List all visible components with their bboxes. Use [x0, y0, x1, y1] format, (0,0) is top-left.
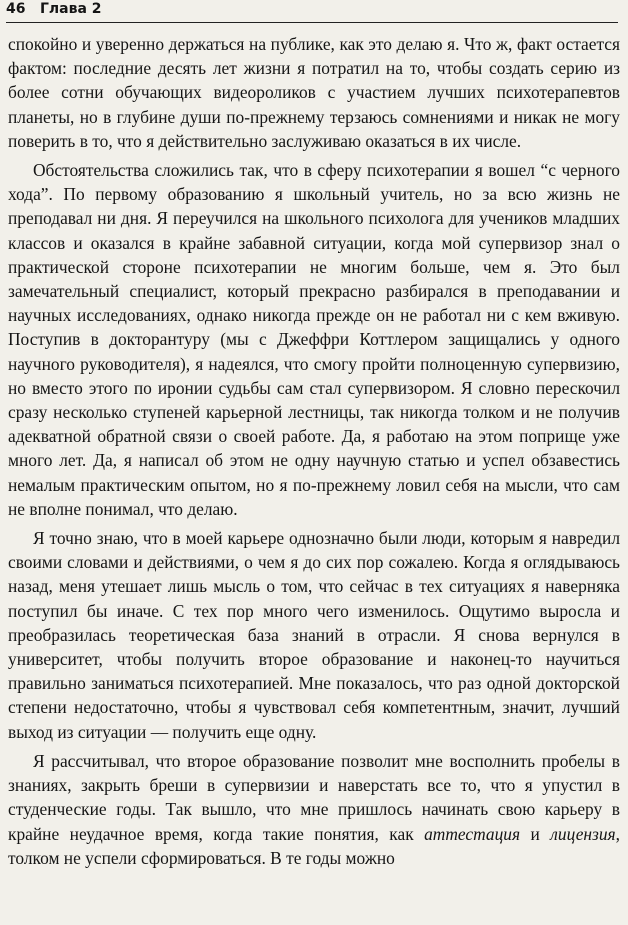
page-number: 46: [6, 1, 26, 17]
running-header: [6, 0, 618, 23]
paragraph-4-text-after: , толком не успели сформироваться. В те годы можно: [8, 823, 620, 868]
term-attestation: аттестация: [424, 823, 521, 844]
term-license: лицензия: [550, 823, 616, 844]
paragraph-2: Обстоятельства сложились так, что в сферу психотерапии я вошел “с черного хода”. По первому образованию я школьный учитель, но за всю жизнь не преподавал ни дня. Я переучился на школьного психолога для учеников младших классов и оказался в крайне забавной ситуации, когда мой супервизор знал о практической стороне психотерапии не многим больше, чем я. Это был замечательный специалист, который прекрасно разбирался в преподавании и научных исследованиях, однако никогда прежде он не работал ни с кем вживую. Поступив в докторантуру (мы с Джеффри Коттлером защищались у одного научного руководителя), я надеялся, что смогу пройти полноценную супервизию, но вместо этого по иронии судьбы сам стал супервизором. Я словно перескочил сразу несколько ступеней карьерной лестницы, так никогда толком и не получив адекватной обратной связи о своей работе. Да, я работаю на этом поприще уже много лет. Да, я написал об этом не одну научную статью и успел обзавестись немалым практическим опытом, но я по-прежнему ловил себя на мысли, что сам не вполне понимал, что делаю.: [8, 160, 620, 519]
paragraph-4-text-before: Я рассчитывал, что второе образование позволит мне восполнить пробелы в знаниях, закрыть бреши в супервизии и наверстать все то, что я упустил в студенческие годы. Так вышло, что мне пришлось начинать свою карьеру в крайне неудачное время, когда такие понятия, как: [8, 750, 620, 844]
paragraph-1: спокойно и уверенно держаться на публике, как это делаю я. Что ж, факт остается фактом: последние десять лет жизни я потратил на то, чтобы создать серию из более сотни обучающих видеороликов с участием лучших психотерапевтов планеты, но в глубине души по-прежнему терзаюсь сомнениями и никак не могу поверить в то, что я действительно заслуживаю оказаться в их числе.: [8, 34, 620, 151]
paragraph-4-text-mid: и: [520, 823, 551, 844]
paragraph-3: Я точно знаю, что в моей карьере однозначно были люди, которым я навредил своими словами и действиями, о чем я до сих пор сожалею. Когда я оглядываюсь назад, меня утешает лишь мысль о том, что сейчас в тех ситуациях я наверняка поступил бы иначе. С тех пор много чего изменилось. Ощутимо выросла и преобразилась теоретическая база знаний в отрасли. Я снова вернулся в университет, чтобы получить второе образование и наконец-то научиться правильно заниматься психотерапией. Мне показалось, что раз одной докторской степени недостаточно, чтобы я чувствовал себя компетентным, значит, лучший выход из ситуации — получить еще одну.: [8, 528, 620, 742]
chapter-title: Глава 2: [40, 1, 102, 17]
page-body: [8, 32, 620, 875]
paragraph-4: [8, 749, 620, 870]
